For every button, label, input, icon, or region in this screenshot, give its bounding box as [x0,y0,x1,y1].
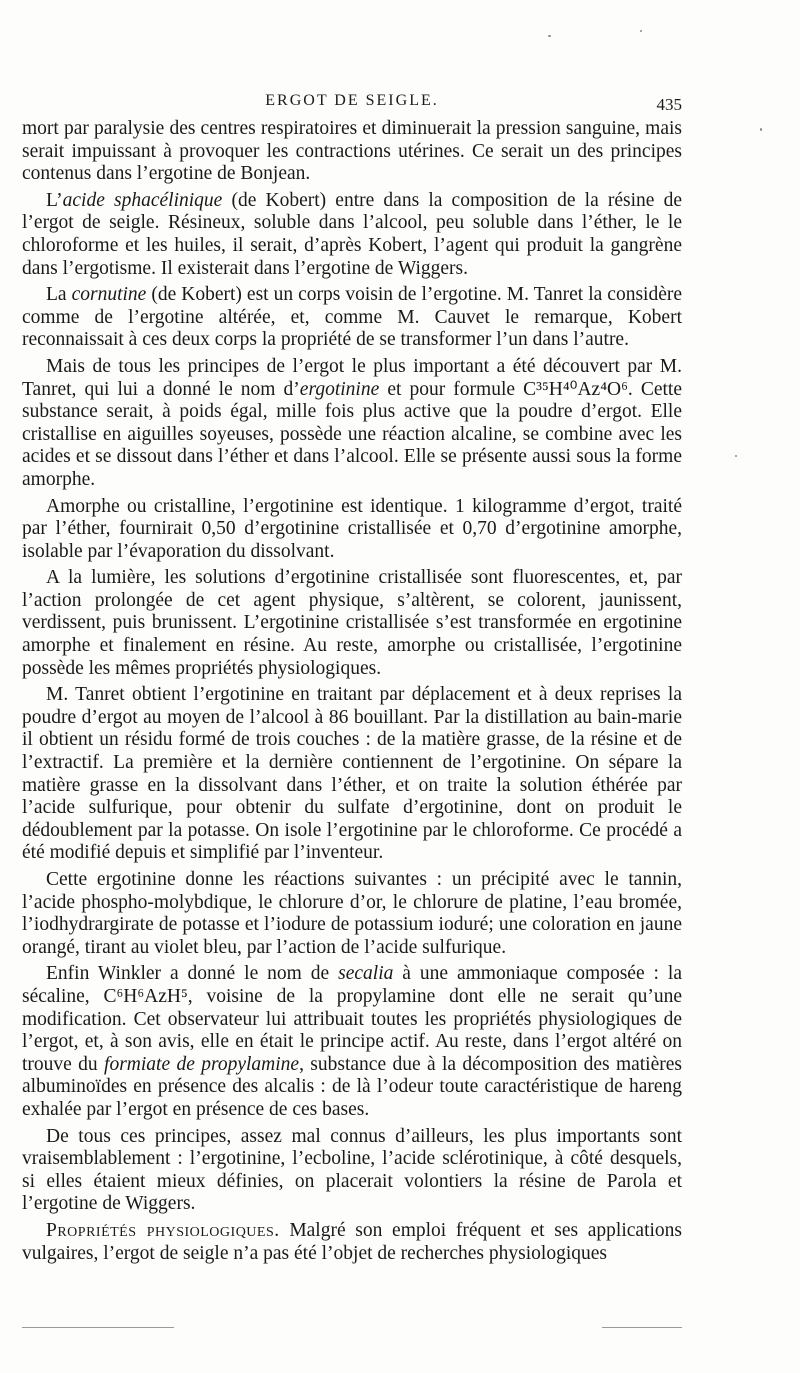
term-ergotinine: ergotinine [299,378,380,400]
scan-speck [735,455,737,457]
paragraph-lead: L’ [46,189,63,211]
bottom-rule-right [602,1327,682,1328]
paragraph-lead: La [46,284,72,306]
paragraph-lead: Mais de tous les principes de l’ergot le plus important a été découvert par M. Tanret, qui lui a donné le nom d’ [22,355,682,400]
paragraph-lumiere: A la lumière, les solutions d’ergotinine cristallisée sont fluorescentes, et, par l’action prolongée de cet agent physique, s’altèrent, se colorent, jaunissent, verdissent, puis brunissent. L’ergotinine cristallisée s’est transformée en ergotinine amorphe et finalement en résine. Au reste, amorphe ou cristallisée, l’ergotinine possède les mêmes propriétés physiologiques. [22,567,682,679]
book-page [22,0,682,1373]
page-number: 435 [656,95,682,114]
bottom-rule-left [22,1327,174,1328]
paragraph-lead: Enfin Winkler a donné le nom de [46,963,339,985]
paragraph-1: mort par paralysie des centres respiratoires et diminuerait la pression sanguine, mais serait impuissant à provoquer les contractions utérines. Ce serait un des principes contenus dans l’ergotine de Bonjean. [22,118,682,185]
paragraph-ergotinine [22,356,682,492]
paragraph-secalia [22,963,682,1121]
paragraph-text: Malgré son emploi fréquent et ses applications vulgaires, l’ergot de seigle n’a pas été l’objet de recherches physiologiques [22,1219,682,1264]
section-heading: Propriétés physiologiques. [46,1219,280,1241]
term-cornutine: cornutine [71,284,147,306]
term-formiate: formiate de propylamine [104,1053,300,1075]
scan-speck [760,128,762,131]
term-secalia: secalia [338,963,394,985]
term-acide-sphacelinique: acide sphacélinique [62,189,223,211]
paragraph-cornutine [22,284,682,352]
paragraph-mid: à une ammoniaque composée : la sécaline, C⁶H⁶AzH⁵, voisine de la propylamine dont elle ne serait qu’une modification. Cet observateur lui attribuait toutes les propriétés physiologiques de l’ergot, et, à son avis, elle en était le principe actif. Au reste, dans l’ergot altéré on trouve du [22,963,682,1075]
paragraph-tanret-procede: M. Tanret obtient l’ergotinine en traitant par déplacement et à deux reprises la poudre d’ergot au moyen de l’alcool à 86 bouillant. Par la distillation au bain-marie il obtient un résidu formé de trois couches : de la matière grasse, de la résine et de l’extractif. La première et la dernière contiennent de l’ergotinine. On sépare la matière grasse en la dissolvant dans l’éther, et on traite la solution éthérée par l’acide sulfurique, pour obtenir du sulfate d’ergotinine, dont on produit le dédoublement par la potasse. On isole l’ergotinine par le chloroforme. Ce procédé a été modifié depuis et simplifié par l’inventeur. [22,684,682,864]
running-title: ERGOT DE SEIGLE. [265,92,439,109]
paragraph-text: et pour formule C³⁵H⁴⁰Az⁴O⁶. Cette substance serait, à poids égal, mille fois plus active que la poudre d’ergot. Elle cristallise en aiguilles soyeuses, possède une réaction alcaline, se combine avec les acides et se dissout dans l’éther et dans l’alcool. Elle se présente aussi sous la forme amorphe. [22,378,682,490]
paragraph-text: (de Kobert) entre dans la composition de la résine de l’ergot de seigle. Résineux, soluble dans l’alcool, peu soluble dans l’éther, le le chloroforme et les huiles, il serait, d’après Kobert, l’agent qui produit la gangrène dans l’ergotisme. Il existerait dans l’ergotine de Wiggers. [22,189,682,279]
running-head [22,92,682,116]
paragraph-acide-sphacelinique [22,190,682,280]
paragraph-reactions: Cette ergotinine donne les réactions suivantes : un précipité avec le tannin, l’acide phospho-molybdique, le chlorure d’or, le chlorure de platine, l’eau bromée, l’iodhydrargirate de potasse et l’iodure de potassium ioduré; une coloration en jaune orangé, tirant au violet bleu, par l’action de l’acide sulfurique. [22,869,682,958]
paragraph-text: , substance due à la décomposition des matières albuminoïdes en présence des alcalis : de là l’odeur toute caractéristique de hareng exhalée par l’ergot en présence de ces bases. [22,1053,682,1120]
body-text [22,118,682,1265]
paragraph-proprietes [22,1220,682,1265]
scan-speck [640,30,642,32]
scan-speck [548,35,551,37]
paragraph-text: (de Kobert) est un corps voisin de l’ergotine. M. Tanret la considère comme de l’ergotine altérée, et, comme M. Cauvet le remarque, Kobert reconnaissait à ces deux corps la propriété de se transformer l’un dans l’autre. [22,284,682,351]
paragraph-principes: De tous ces principes, assez mal connus d’ailleurs, les plus importants sont vraisemblablement : l’ergotinine, l’ecboline, l’acide sclérotinique, à côté desquels, si elles étaient mieux définies, on placerait volontiers la résine de Parola et l’ergotine de Wiggers. [22,1125,682,1215]
paragraph-amorphe: Amorphe ou cristalline, l’ergotinine est identique. 1 kilogramme d’ergot, traité par l’éther, fournirait 0,50 d’ergotinine cristallisée et 0,70 d’ergotinine amorphe, isolable par l’évaporation du dissolvant. [22,495,682,562]
